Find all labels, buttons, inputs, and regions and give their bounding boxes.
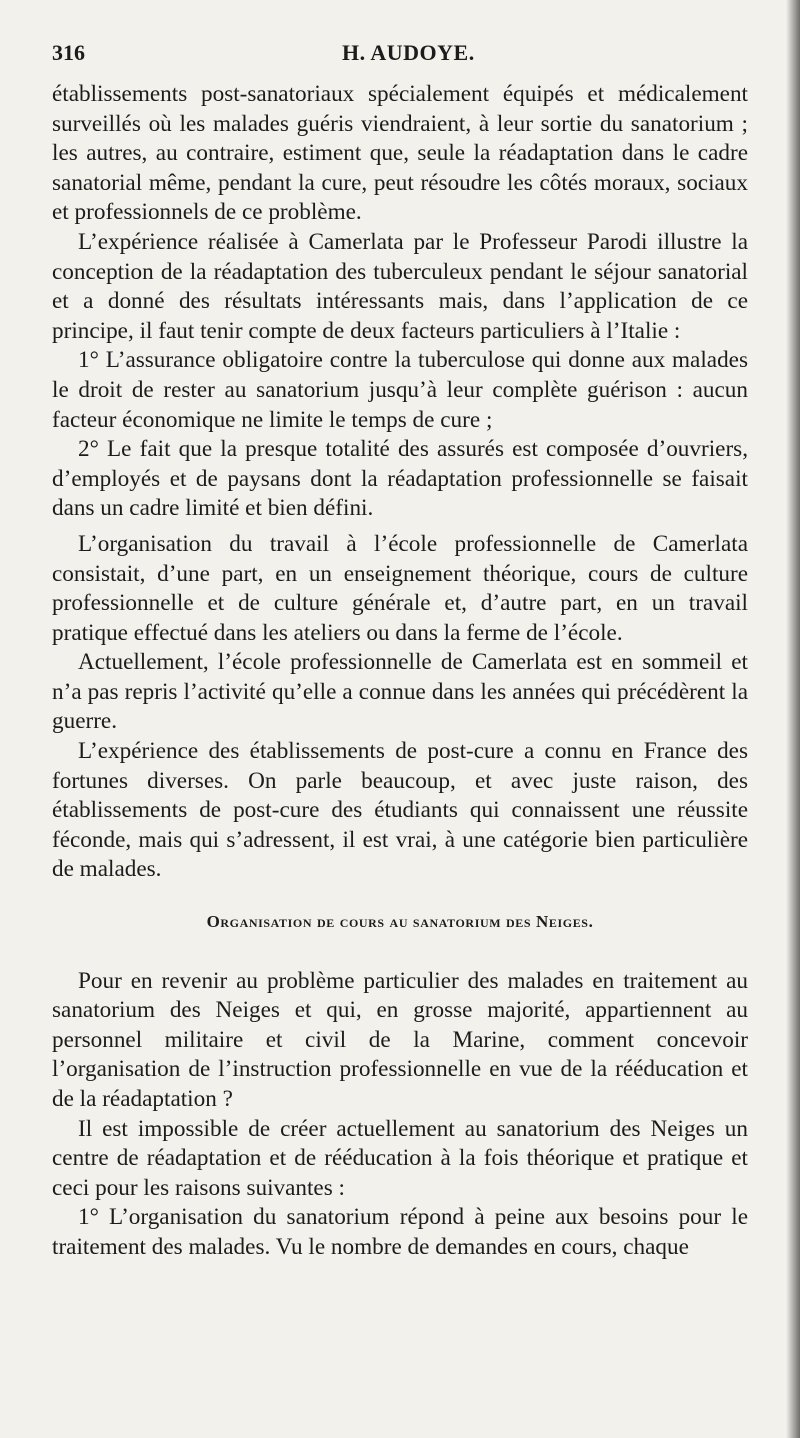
running-title: H. AUDOYE. [342,40,475,65]
page-edge-shadow [786,0,800,1438]
paragraph: Il est impossible de créer actuellement au sanatorium des Neiges un centre de réadaptation et de rééducation à la fois théorique et pratique et ceci pour les raisons suivantes : [52,1115,748,1201]
section-heading: Organisation de cours au sanatorium des Neiges. [206,912,594,932]
paragraph: L’expérience des établissements de post-cure a connu en France des fortunes diverses. On parle beaucoup, et avec juste raison, des établissements de post-cure des étudiants qui connaissent une réussite féconde, mais qui s’adressent, il est vrai, à une catégorie bien particulière de malades. [52,738,748,883]
list-item: 1° L’organisation du sanatorium répond à peine aux besoins pour le traitement des malades. Vu le nombre de demandes en cours, chaque [52,1204,748,1260]
body-text [52,80,748,1263]
paragraph: Actuellement, l’école professionnelle de Camerlata est en sommeil et n’a pas repris l’activité qu’elle a connue dans les années qui précédèrent la guerre. [52,649,748,735]
list-item: 2° Le fait que la presque totalité des assurés est composée d’ouvriers, d’employés et de paysans dont la réadaptation professionnelle se faisait dans un cadre limité et bien défini. [52,436,748,522]
page-number: 316 [52,40,85,65]
paragraph: L’expérience réalisée à Camerlata par le Professeur Parodi illustre la conception de la réadaptation des tuberculeux pendant le séjour sanatorial et a donné des résultats intéressants mais, dans l’application de ce principe, il faut tenir compte de deux facteurs particuliers à l’Italie : [52,228,748,344]
paragraph: L’organisation du travail à l’école professionnelle de Camerlata consistait, d’une part, en un enseignement théorique, cours de culture professionnelle et de culture générale et, d’autre part, en un travail pratique effectué dans les ateliers ou dans la ferme de l’école. [52,530,748,646]
running-head [52,40,748,80]
paragraph: établissements post-sanatoriaux spécialement équipés et médicalement surveillés où les malades guéris viendraient, à leur sortie du sanatorium ; les autres, au contraire, estiment que, seule la réadaptation dans le cadre sanatorial même, pendant la cure, peut résoudre les côtés moraux, sociaux et professionnels de ce problème. [52,81,748,226]
list-item: 1° L’assurance obligatoire contre la tuberculose qui donne aux malades le droit de rester au sanatorium jusqu’à leur complète guérison : aucun facteur économique ne limite le temps de cure ; [52,347,748,433]
paragraph: Pour en revenir au problème particulier des malades en traitement au sanatorium des Neiges et qui, en grosse majorité, appartiennent au personnel militaire et civil de la Marine, comment concevoir l’organisation de l’instruction professionnelle en vue de la rééducation et de la réadaptation ? [52,967,748,1112]
